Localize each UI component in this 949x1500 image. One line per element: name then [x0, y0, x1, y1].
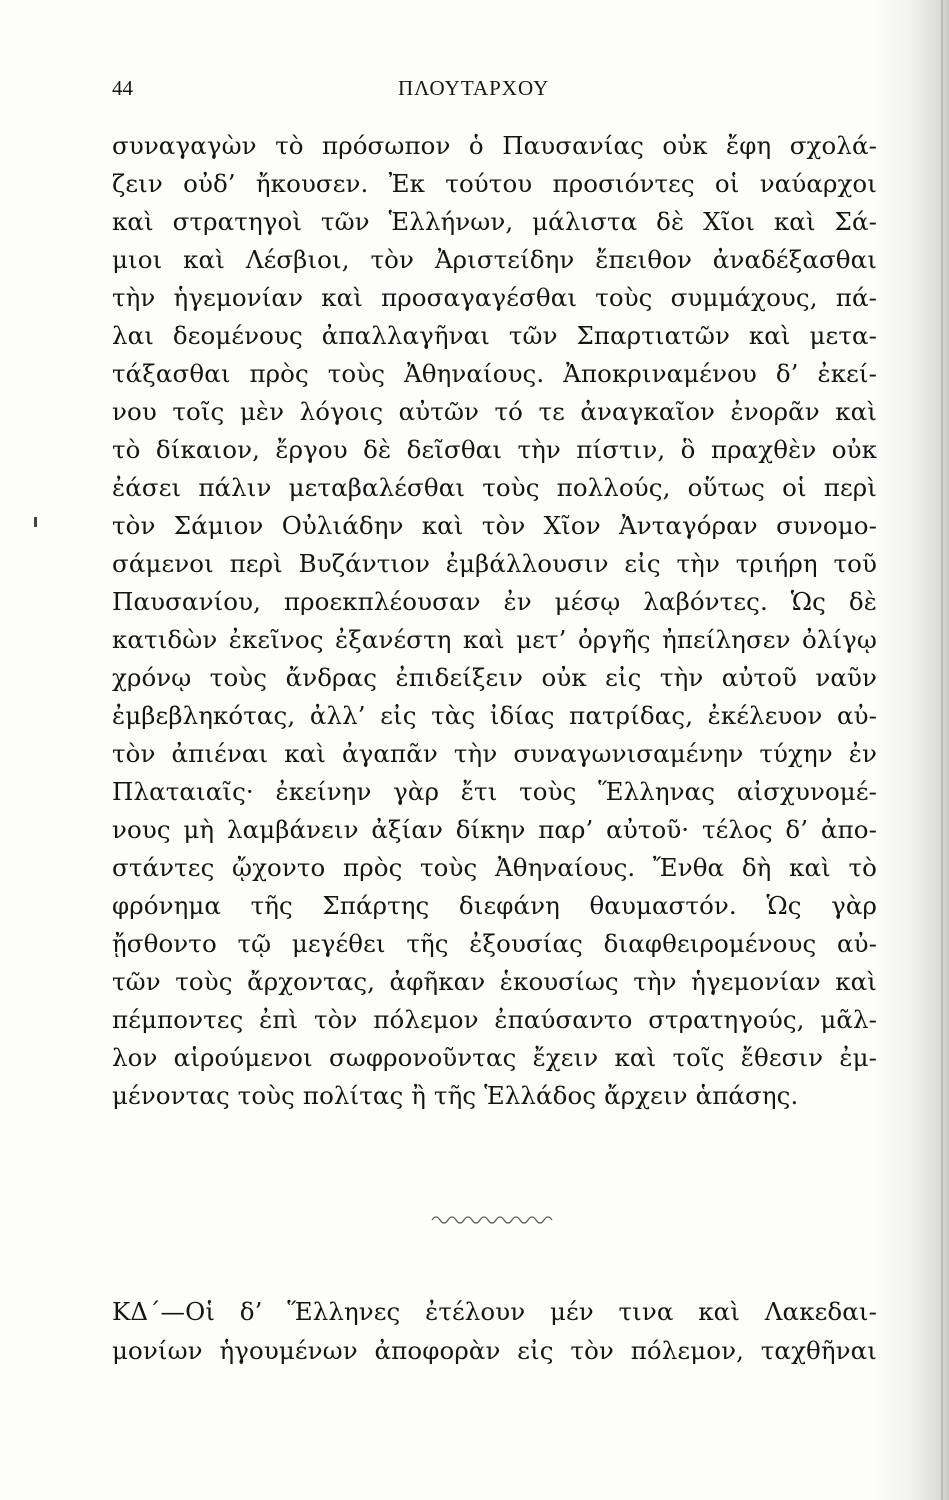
- section-divider-ornament: [0, 1208, 949, 1228]
- section-kd-opening: [112, 1292, 877, 1370]
- section-heading-line: ΚΔ΄—Οἱ δ’ Ἕλληνες ἐτέλουν μέν τινα καὶ Λακεδαι-: [112, 1297, 877, 1326]
- text-line: στάντες ᾤχοντο πρὸς τοὺς Ἀθηναίους. Ἔνθα δὴ καὶ τὸ: [112, 853, 877, 882]
- text-line: ἐάσει πάλιν μεταβαλέσθαι τοὺς πολλούς, οὕτως οἱ περὶ: [112, 473, 877, 502]
- text-line: λον αἱρούμενοι σωφρονοῦντας ἔχειν καὶ τοῖς ἔθεσιν ἐμ-: [112, 1043, 877, 1072]
- text-line: πέμποντες ἐπὶ τὸν πόλεμον ἐπαύσαντο στρατηγούς, μᾶλ-: [112, 1005, 877, 1034]
- text-line: νου τοῖς μὲν λόγοις αὐτῶν τό τε ἀναγκαῖον ἐνορᾶν καὶ: [112, 397, 877, 426]
- text-line: μιοι καὶ Λέσβιοι, τὸν Ἀριστείδην ἔπειθον ἀναδέξασθαι: [112, 245, 877, 274]
- text-line: τῶν τοὺς ἄρχοντας, ἀφῆκαν ἑκουσίως τὴν ἡγεμονίαν καὶ: [112, 967, 877, 996]
- text-line: τὸν Σάμιον Οὐλιάδην καὶ τὸν Χῖον Ἀνταγόραν συνομο-: [112, 511, 877, 540]
- text-line: ᾔσθοντο τῷ μεγέθει τῆς ἐξουσίας διαφθειρομένους αὐ-: [112, 929, 877, 958]
- text-line: τὸ δίκαιον, ἔργου δὲ δεῖσθαι τὴν πίστιν, ὃ πραχθὲν οὐκ: [112, 435, 877, 464]
- page-header: [112, 76, 877, 106]
- text-line: τὴν ἡγεμονίαν καὶ προσαγαγέσθαι τοὺς συμμάχους, πά-: [112, 283, 877, 312]
- text-line: χρόνῳ τοὺς ἄνδρας ἐπιδείξειν οὐκ εἰς τὴν αὐτοῦ ναῦν: [112, 663, 877, 692]
- running-head: ΠΛΟΥΤΑΡΧΟΥ: [398, 76, 550, 100]
- text-line: μονίων ἡγουμένων ἀποφορὰν εἰς τὸν πόλεμον, ταχθῆναι: [112, 1336, 877, 1365]
- text-line: ἐμβεβληκότας, ἀλλ’ εἰς τὰς ἰδίας πατρίδας, ἐκέλευον αὐ-: [112, 701, 877, 730]
- text-line: φρόνημα τῆς Σπάρτης διεφάνη θαυμαστόν. Ὡς γὰρ: [112, 891, 877, 920]
- text-line: σάμενοι περὶ Βυζάντιον ἐμβάλλουσιν εἰς τὴν τριήρη τοῦ: [112, 549, 877, 578]
- text-line: τάξασθαι πρὸς τοὺς Ἀθηναίους. Ἀποκριναμένου δ’ ἐκεί-: [112, 359, 877, 388]
- text-line: τὸν ἀπιέναι καὶ ἀγαπᾶν τὴν συναγωνισαμένην τύχην ἐν: [112, 739, 877, 768]
- text-line: ζειν οὐδ’ ἤκουσεν. Ἐκ τούτου προσιόντες οἱ ναύαρχοι: [112, 169, 877, 198]
- text-line: καὶ στρατηγοὶ τῶν Ἑλλήνων, μάλιστα δὲ Χῖοι καὶ Σά-: [112, 207, 877, 236]
- text-line: Πλαταιαῖς· ἐκείνην γὰρ ἔτι τοὺς Ἕλληνας αἰσχυνομέ-: [112, 777, 877, 806]
- page-number: 44: [112, 76, 133, 100]
- margin-mark: [34, 517, 37, 527]
- text-line: Παυσανίου, προεκπλέουσαν ἐν μέσῳ λαβόντες. Ὡς δὲ: [112, 587, 877, 616]
- text-line: κατιδὼν ἐκεῖνος ἐξανέστη καὶ μετ’ ὀργῆς ἠπείλησεν ὀλίγῳ: [112, 625, 877, 654]
- body-paragraph: [112, 127, 877, 1115]
- text-line: συναγαγὼν τὸ πρόσωπον ὁ Παυσανίας οὐκ ἔφη σχολά-: [112, 131, 877, 160]
- text-line: λαι δεομένους ἀπαλλαγῆναι τῶν Σπαρτιατῶν καὶ μετα-: [112, 321, 877, 350]
- text-line: μένοντας τοὺς πολίτας ἢ τῆς Ἑλλάδος ἄρχειν ἁπάσης.: [112, 1081, 799, 1110]
- text-line: νους μὴ λαμβάνειν ἀξίαν δίκην παρ’ αὐτοῦ· τέλος δ’ ἀπο-: [112, 815, 877, 844]
- page-gutter-shadow: [941, 0, 943, 1500]
